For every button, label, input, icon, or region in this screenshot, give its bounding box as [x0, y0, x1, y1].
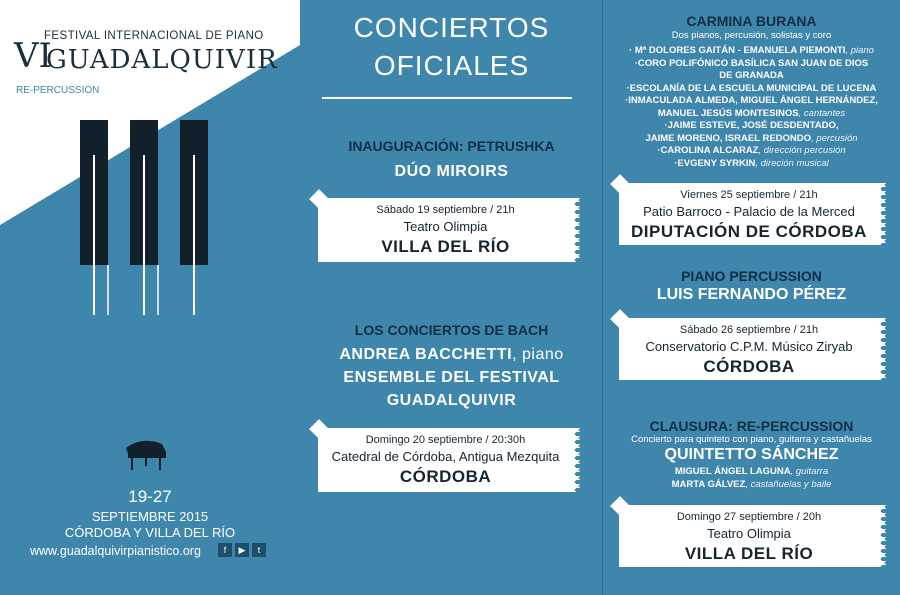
festival-website[interactable]: www.guadalquivirpianistico.org — [30, 544, 201, 558]
credit-name: · Mª DOLORES GAITÁN - EMANUELA PIEMONTI — [629, 45, 846, 56]
concert1-venue: Teatro Olimpia — [403, 219, 488, 234]
credit-line — [603, 95, 900, 108]
concert1-date: Sábado 19 septiembre / 21h — [376, 204, 515, 216]
concert3-city: DIPUTACIÓN DE CÓRDOBA — [631, 222, 867, 241]
concert4-ticket — [619, 318, 879, 380]
credit-line — [603, 158, 900, 171]
credit-name: ·ESCOLANÍA DE LA ESCUELA MUNICIPAL DE LUCENA — [626, 82, 877, 94]
title-divider — [322, 97, 572, 99]
credit-name: ·EVGENY SYRKIN — [674, 157, 756, 169]
concert1-title: INAUGURACIÓN: PETRUSHKA — [348, 138, 555, 154]
youtube-icon[interactable]: ▶ — [235, 543, 249, 557]
credit-name: ·CORO POLIFÓNICO BASÍLICA SAN JUAN DE DIOS — [634, 57, 869, 69]
credit-name: ·CAROLINA ALCARAZ — [657, 145, 759, 156]
concert2-venue: Catedral de Córdoba, Antigua Mezquita — [331, 449, 560, 464]
credit-name: MANUEL JESÚS MONTESINOS — [657, 107, 799, 119]
credit-line — [603, 120, 900, 133]
concert3-venue: Patio Barroco - Palacio de la Merced — [643, 204, 855, 219]
concerts-panel-left — [300, 0, 603, 595]
concert2-performer1-role: , piano — [512, 346, 564, 363]
concert3-credits — [603, 45, 900, 170]
concert5-date: Domingo 27 septiembre / 20h — [676, 511, 822, 523]
piano-keys-illustration — [70, 115, 220, 315]
concert4-title: PIANO PERCUSSION — [681, 268, 822, 284]
credit-name: ·JAIME ESTEVE, JOSÉ DESDENTADO, — [664, 120, 839, 131]
festival-name: GUADALQUIVIR — [46, 45, 278, 75]
main-title-line2: OFICIALES — [373, 50, 530, 81]
credit-line — [603, 58, 900, 71]
twitter-icon[interactable]: t — [252, 543, 266, 557]
main-title-line1: CONCIERTOS — [353, 12, 550, 43]
concert5-credit2: MARTA GÁLVEZ, castañuelas y baile — [671, 479, 832, 490]
concert2-ticket — [318, 428, 573, 492]
credit-role: , percusión — [811, 132, 858, 144]
concert2-date: Domingo 20 septiembre / 20:30h — [365, 434, 526, 446]
festival-places: CÓRDOBA Y VILLA DEL RÍO — [64, 525, 236, 540]
concerts-panel-right — [603, 0, 900, 595]
festival-title-small: FESTIVAL INTERNACIONAL DE PIANO — [44, 30, 264, 42]
concert5-city: VILLA DEL RÍO — [684, 544, 814, 563]
credit-name: ·INMACULADA ALMEDA, MIGUEL ÁNGEL HERNÁNDEZ, — [625, 95, 878, 106]
grand-piano-icon — [122, 436, 170, 472]
festival-dates-block — [0, 487, 300, 540]
concert5-venue: Teatro Olimpia — [707, 526, 791, 541]
concert3-subtitle: Dos pianos, percusión, solistas y coro — [671, 30, 832, 41]
credit-role: , dirección percusión — [758, 145, 846, 156]
credit-name: DE GRANADA — [719, 70, 784, 81]
credit-role: , piano — [845, 45, 874, 56]
concert4-performer: LUIS FERNANDO PÉREZ — [656, 286, 847, 303]
concert5-ticket — [619, 505, 879, 567]
concert1-performer: DÚO MIROIRS — [394, 163, 509, 180]
concert3-ticket — [619, 183, 879, 245]
cover-panel — [0, 0, 300, 595]
concert1-city: VILLA DEL RÍO — [381, 237, 510, 256]
concert5-subtitle: Concierto para quinteto con piano, guitarra y castañuelas — [631, 434, 872, 445]
concert1-ticket — [318, 198, 573, 262]
concert5-title: CLAUSURA: RE-PERCUSSION — [649, 418, 854, 434]
festival-subtitle: RE-PERCUSSION — [16, 85, 100, 96]
concert2-performer2: ENSEMBLE DEL FESTIVAL — [343, 369, 560, 386]
credit-line — [603, 145, 900, 158]
facebook-icon[interactable]: f — [218, 543, 232, 557]
concert3-title: CARMINA BURANA — [686, 13, 817, 29]
concert5-credit1: MIGUEL ÁNGEL LAGUNA, guitarra — [674, 466, 829, 477]
concert4-date: Sábado 26 septiembre / 21h — [679, 324, 819, 336]
credit-name: JAIME MORENO, ISRAEL REDONDO — [645, 132, 812, 144]
concert2-title: LOS CONCIERTOS DE BACH — [354, 322, 549, 338]
concert2-performer1: ANDREA BACCHETTI — [339, 346, 513, 363]
festival-edition: VI — [14, 36, 52, 76]
credit-role: , cantantes — [798, 107, 846, 119]
credit-line — [603, 133, 900, 146]
credit-line — [603, 108, 900, 121]
concert4-venue: Conservatorio C.P.M. Músico Ziryab — [645, 339, 853, 354]
concert5-performer: QUINTETTO SÁNCHEZ — [664, 446, 839, 463]
concert2-performer3: GUADALQUIVIR — [386, 392, 517, 409]
credit-line — [603, 70, 900, 83]
credit-line — [603, 83, 900, 96]
credit-role: , direción musical — [755, 157, 829, 169]
concert2-city: CÓRDOBA — [399, 467, 492, 486]
concert4-city: CÓRDOBA — [703, 357, 795, 376]
festival-month: SEPTIEMBRE 2015 — [91, 509, 209, 524]
concert2-performer1-line — [300, 346, 603, 364]
credit-line — [603, 45, 900, 58]
festival-dates: 19-27 — [128, 487, 172, 506]
concert3-date: Viernes 25 septiembre / 21h — [680, 189, 818, 201]
